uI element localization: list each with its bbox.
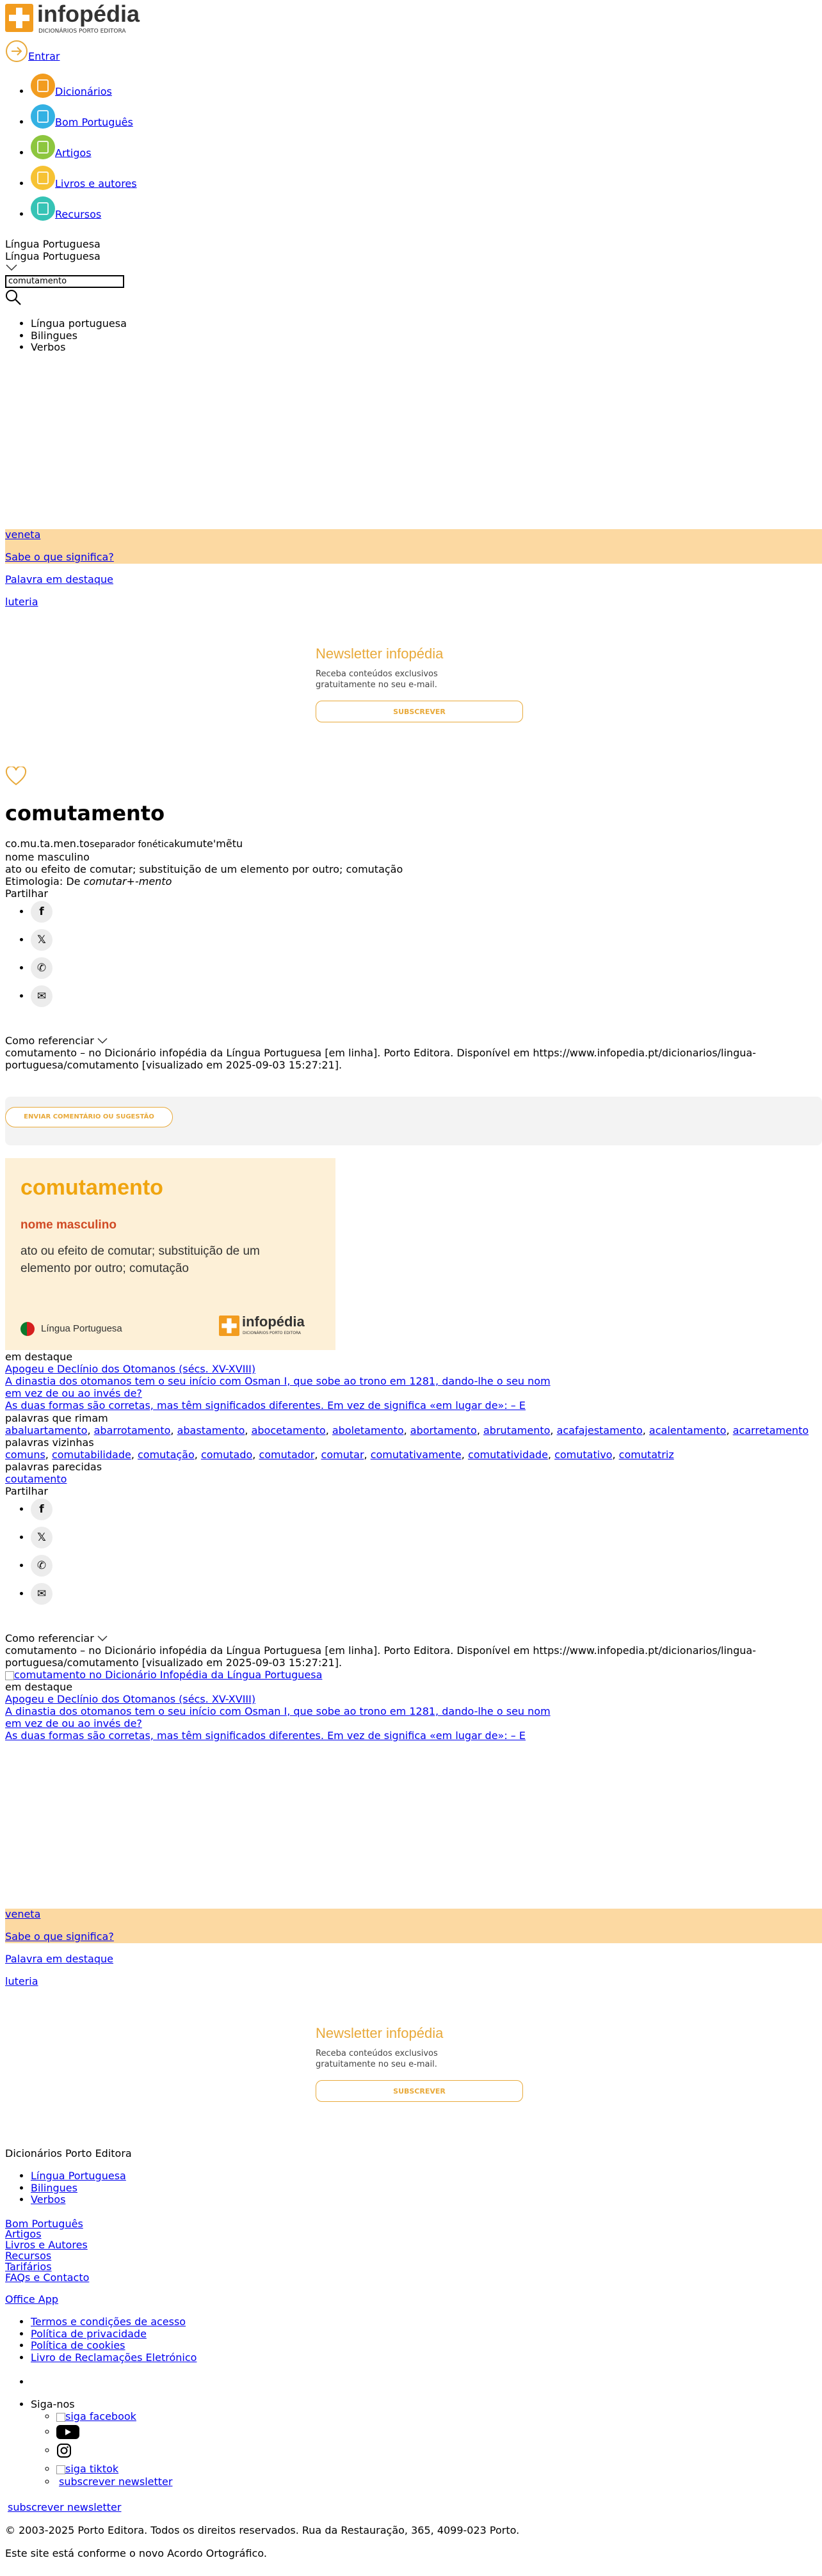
neighbors-label: palavras vizinhas — [5, 1436, 94, 1449]
banner-question[interactable]: Sabe o que significa? — [5, 551, 114, 563]
rhyme-word[interactable]: acarretamento — [732, 1424, 809, 1436]
neighbor-word[interactable]: comutatriz — [618, 1449, 674, 1461]
neighbor-word[interactable]: comuns — [5, 1449, 45, 1461]
newsletter-title: Newsletter infopédia — [316, 646, 444, 662]
part-of-speech: nome masculino — [5, 851, 90, 863]
share-email[interactable] — [31, 985, 52, 1014]
email-icon[interactable]: ✉ — [31, 985, 52, 1007]
footer-link[interactable]: Tarifários — [5, 2261, 52, 2273]
featured-link[interactable]: em vez de ou ao invés de? — [5, 1717, 142, 1729]
legal-links — [0, 2316, 197, 2364]
share-whatsapp[interactable] — [31, 1555, 52, 1583]
dictionary-icon — [31, 74, 55, 98]
footer-newsletter-link[interactable]: subscrever newsletter — [8, 2501, 122, 2513]
share-whatsapp[interactable] — [31, 957, 52, 985]
legal-link[interactable]: • Política de privacidade — [31, 2328, 197, 2341]
rhyme-word[interactable]: abaluartamento — [5, 1424, 88, 1436]
share-card — [5, 1158, 335, 1350]
footer-link[interactable]: Artigos — [5, 2228, 42, 2240]
newsletter-box-2 — [316, 2025, 527, 2102]
menu-item-bom-portugues[interactable]: • Bom Português — [31, 104, 384, 135]
neighbor-word[interactable]: comutativamente — [370, 1449, 462, 1461]
site-logo[interactable] — [5, 1, 146, 40]
rhyme-word[interactable]: abarrotamento — [93, 1424, 171, 1436]
legal-link[interactable]: • Termos e condições de acesso — [31, 2316, 197, 2328]
newsletter-title: Newsletter infopédia — [316, 2025, 444, 2041]
featured-link[interactable]: em vez de ou ao invés de? — [5, 1387, 142, 1399]
x-icon[interactable]: 𝕏 — [31, 929, 52, 951]
x-icon[interactable]: 𝕏 — [31, 1527, 52, 1548]
youtube-icon[interactable] — [56, 2424, 79, 2440]
menu-item-dicionarios[interactable]: • Dicionários — [31, 74, 384, 104]
highlight-word[interactable]: luteria — [5, 1975, 38, 1987]
footer-dict-links — [0, 2170, 126, 2206]
footer-link[interactable]: • Bilingues — [31, 2182, 126, 2195]
email-icon[interactable]: ✉ — [31, 1583, 52, 1605]
rhyme-word[interactable]: abrutamento — [483, 1424, 551, 1436]
broken-image-icon — [5, 1671, 14, 1680]
share-x[interactable] — [31, 1527, 52, 1555]
legal-link[interactable]: • Política de cookies — [31, 2340, 197, 2352]
books-icon — [31, 166, 55, 190]
card-brand-sub: DICIONÁRIOS PORTO EDITORA — [243, 1331, 302, 1335]
phonetic: kumute'mẽtu — [174, 838, 243, 850]
neighbors-list: comuns, comutabilidade, comutação, comutado, comutador, comutar, comutativamente, comutatividade, comutativo, comutatriz — [5, 1449, 674, 1461]
footer-link[interactable]: Livros e Autores — [5, 2239, 88, 2251]
rhyme-word[interactable]: abocetamento — [251, 1424, 326, 1436]
dictionary-option[interactable]: • Verbos — [31, 342, 127, 354]
card-pos: nome masculino — [20, 1218, 117, 1232]
neighbor-word[interactable]: comutabilidade — [51, 1449, 131, 1461]
cite-toggle[interactable]: Como referenciar — [5, 1035, 108, 1047]
neighbor-word[interactable]: comutar — [321, 1449, 364, 1461]
similar-word[interactable]: coutamento — [5, 1473, 67, 1485]
etymology: Etimologia: De comutar+-mento — [5, 875, 172, 887]
word-banner[interactable] — [5, 529, 822, 564]
footer-link[interactable]: Recursos — [5, 2250, 52, 2262]
highlight-word[interactable]: luteria — [5, 596, 38, 608]
acordo-notice: Este site está conforme o novo Acordo Ortográfico. — [5, 2547, 267, 2559]
card-language: Língua Portuguesa — [20, 1322, 122, 1336]
dictionary-selected-mobile[interactable]: Língua Portuguesa — [5, 250, 101, 262]
empty-list — [0, 2376, 34, 2389]
rhyme-word[interactable]: abortamento — [410, 1424, 477, 1436]
banner-word[interactable]: veneta — [5, 1908, 41, 1920]
infopedia-logo-icon — [219, 1316, 239, 1336]
footer-link[interactable]: FAQs e Contacto — [5, 2271, 90, 2284]
dictionary-option[interactable]: • Língua portuguesa — [31, 318, 127, 330]
neighbor-word[interactable]: comutador — [259, 1449, 315, 1461]
entry-title: comutamento — [5, 801, 165, 825]
share-facebook[interactable] — [31, 1499, 52, 1527]
dictionary-selected[interactable]: Língua Portuguesa — [5, 238, 101, 250]
rhymes-list: abaluartamento, abarrotamento, abastamento, abocetamento, aboletamento, abortamento, abrutamento, acafajestamento, acalentamento, acarretamento — [5, 1424, 809, 1436]
footer-link[interactable]: • Verbos — [31, 2194, 126, 2206]
articles-icon — [31, 135, 55, 159]
heart-icon[interactable] — [5, 767, 27, 786]
whatsapp-icon[interactable]: ✆ — [31, 957, 52, 979]
featured-link[interactable]: A dinastia dos otomanos tem o seu início com Osman I, que sobe ao trono em 1281, dando-lhe o seu nom — [5, 1705, 551, 1717]
card-definition: ato ou efeito de comutar; substituição de um elemento por outro; comutação — [20, 1244, 260, 1275]
citation-text-2: comutamento – no Dicionário infopédia da Língua Portuguesa [em linha]. Porto Editora. Disponível em https://www.infopedia.pt/dicionarios/lingua-portuguesa/comutamento [visualizado em 2025-09-03 15:27:21]. — [5, 1644, 756, 1669]
definition: ato ou efeito de comutar; substituição de um elemento por outro; comutação — [5, 863, 403, 875]
social-newsletter[interactable]: subscrever newsletter — [59, 2476, 173, 2488]
chevron-down-icon — [97, 1038, 108, 1044]
chevron-down-icon — [97, 1635, 108, 1642]
similar-label: palavras parecidas — [5, 1461, 102, 1473]
follow-label: • Siga-nos — [31, 2399, 75, 2411]
footer-link[interactable]: Bom Português — [5, 2218, 83, 2230]
office-app-link[interactable]: Office App — [5, 2293, 59, 2305]
featured-link[interactable]: As duas formas são corretas, mas têm significados diferentes. Em vez de significa «em lugar de»: – E — [5, 1399, 526, 1411]
featured-label: em destaque — [5, 1351, 73, 1363]
neighbor-word[interactable]: comutado — [200, 1449, 253, 1461]
portugal-flag-icon — [20, 1322, 35, 1336]
highlight-label[interactable]: Palavra em destaque — [5, 573, 113, 585]
word-banner-2[interactable] — [5, 1909, 822, 1943]
facebook-icon — [56, 2413, 65, 2422]
legal-link[interactable]: • Livro de Reclamações Eletrónico — [31, 2352, 197, 2364]
card-word: comutamento — [20, 1175, 163, 1200]
menu-item-livros[interactable]: • Livros e autores — [31, 166, 384, 196]
featured-link[interactable]: A dinastia dos otomanos tem o seu início com Osman I, que sobe ao trono em 1281, dando-lhe o seu nom — [5, 1375, 551, 1387]
social-instagram[interactable] — [56, 2443, 172, 2463]
share-facebook[interactable] — [31, 901, 52, 929]
newsletter-box — [316, 646, 527, 722]
brand-subtitle: DICIONÁRIOS PORTO EDITORA — [38, 28, 126, 35]
share-email[interactable] — [31, 1583, 52, 1611]
rhymes-label: palavras que rimam — [5, 1412, 108, 1424]
tiktok-icon — [56, 2465, 65, 2474]
social-youtube[interactable] — [56, 2424, 172, 2443]
featured-link[interactable]: As duas formas são corretas, mas têm significados diferentes. Em vez de significa «em lugar de»: – E — [5, 1729, 526, 1742]
card-logo — [219, 1314, 318, 1339]
entry-pronunciation — [5, 838, 243, 851]
share-label-2: Partilhar — [5, 1485, 48, 1497]
phonetic-separator-icon: separador fonética — [90, 839, 175, 850]
share-label: Partilhar — [5, 887, 48, 900]
cite-toggle-2[interactable]: Como referenciar — [5, 1633, 108, 1645]
banner-word[interactable]: veneta — [5, 529, 41, 541]
etymology-term: comutar+-mento — [83, 875, 172, 887]
social-list — [0, 2411, 172, 2489]
whatsapp-icon[interactable]: ✆ — [31, 1555, 52, 1577]
rhyme-word[interactable]: aboletamento — [332, 1424, 404, 1436]
resources-icon — [31, 196, 55, 221]
social-section — [0, 2399, 75, 2411]
bom-portugues-icon — [31, 104, 55, 129]
infopedia-logo-icon — [5, 4, 33, 32]
main-menu — [0, 74, 384, 227]
search-icon[interactable] — [5, 289, 22, 306]
comment-panel — [5, 1097, 822, 1145]
footer-link[interactable]: • Língua Portuguesa — [31, 2170, 126, 2182]
featured-link[interactable]: Apogeu e Declínio dos Otomanos (sécs. XV-XVIII) — [5, 1693, 256, 1705]
highlight-label[interactable]: Palavra em destaque — [5, 1953, 113, 1965]
login-label[interactable]: Entrar — [28, 50, 60, 63]
card-brand: infopédia — [242, 1314, 305, 1330]
facebook-icon[interactable]: f — [31, 1499, 52, 1520]
entry-image-link[interactable]: comutamento no Dicionário Infopédia da Língua Portuguesa — [5, 1669, 322, 1682]
menu-item-recursos[interactable]: • Recursos — [31, 196, 384, 227]
rhyme-word[interactable]: acafajestamento — [556, 1424, 643, 1436]
citation-text: comutamento – no Dicionário infopédia da Língua Portuguesa [em linha]. Porto Editora. Disponível em https://www.infopedia.pt/dicionarios/lingua-portuguesa/comutamento [visualizado em 2025-09-03 15:27:21]. — [5, 1047, 756, 1071]
featured-label-2: em destaque — [5, 1681, 73, 1693]
menu-item-artigos[interactable]: • Artigos — [31, 135, 384, 166]
banner-question[interactable]: Sabe o que significa? — [5, 1930, 114, 1943]
send-comment-button[interactable]: ENVIAR COMENTÁRIO OU SUGESTÃO — [5, 1107, 173, 1127]
login-icon — [5, 40, 28, 63]
share-list — [0, 901, 52, 1014]
dictionary-option[interactable]: • Bilingues — [31, 330, 127, 342]
chevron-down-icon[interactable] — [5, 264, 18, 271]
syllables: co.mu.ta.men.to — [5, 838, 90, 850]
newsletter-subscribe-button[interactable]: SUBSCREVER — [316, 2080, 523, 2102]
featured-link[interactable]: Apogeu e Declínio dos Otomanos (sécs. XV-XVIII) — [5, 1363, 256, 1375]
login-link[interactable] — [5, 40, 60, 63]
share-x[interactable] — [31, 929, 52, 957]
social-tiktok[interactable]: siga tiktok — [56, 2463, 172, 2476]
rhyme-word[interactable]: abastamento — [177, 1424, 245, 1436]
empty-list-item — [31, 2376, 34, 2389]
dictionary-options — [0, 318, 127, 354]
newsletter-text: Receba conteúdos exclusivos gratuitamente no seu e-mail. — [316, 2049, 438, 2069]
share-list-2 — [0, 1499, 52, 1611]
neighbor-word[interactable]: comutação — [137, 1449, 195, 1461]
rhyme-word[interactable]: acalentamento — [649, 1424, 727, 1436]
brand-name: infopédia — [37, 1, 140, 27]
copyright: © 2003-2025 Porto Editora. Todos os direitos reservados. Rua da Restauração, 365, 4099-023 Porto. — [5, 2524, 520, 2536]
newsletter-text: Receba conteúdos exclusivos gratuitamente no seu e-mail. — [316, 669, 438, 690]
social-facebook[interactable]: siga facebook — [56, 2411, 172, 2424]
neighbor-word[interactable]: comutativo — [554, 1449, 613, 1461]
search-input[interactable] — [5, 275, 124, 288]
instagram-icon[interactable] — [56, 2443, 72, 2458]
newsletter-subscribe-button[interactable]: SUBSCREVER — [316, 701, 523, 722]
facebook-icon[interactable]: f — [31, 901, 52, 923]
footer-title: Dicionários Porto Editora — [5, 2147, 132, 2159]
neighbor-word[interactable]: comutatividade — [467, 1449, 548, 1461]
